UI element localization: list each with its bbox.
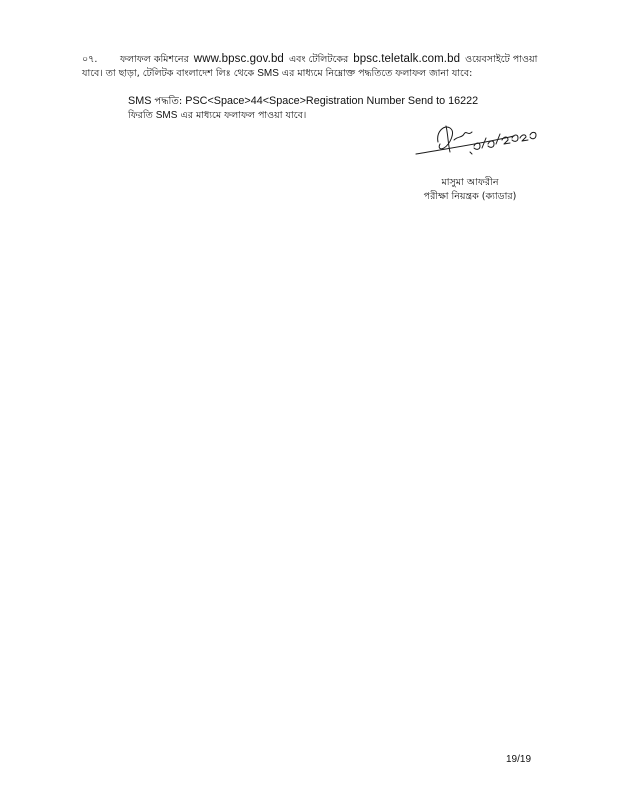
notice-item-line-2 [82,67,550,81]
teletalk-website-link[interactable]: bpsc.teletalk.com.bd [353,53,461,65]
sms-method-label: পদ্ধতি: [154,96,183,107]
item-text-part-2: এবং টেলিটকের [288,54,349,65]
signature-drawing [410,118,560,176]
item-line2-sms: SMS [257,68,279,79]
signatory-name: মাসুমা আফরীন [441,177,499,188]
notice-item-line-1 [82,52,550,67]
item-line2-text-a: যাবে। তা ছাড়া, টেলিটক বাংলাদেশ লিঃ থেকে [82,68,255,79]
bpsc-website-link[interactable]: www.bpsc.gov.bd [193,53,284,65]
signatory-block [400,176,540,203]
sms-prefix: SMS [128,95,152,107]
signatory-title: পরীক্ষা নিয়ন্ত্রক (ক্যাডার) [423,190,517,202]
sms-reply-text-b: এর মাধ্যমে ফলাফল পাওয়া যাবে। [180,110,307,121]
item-text-part-1: ফলাফল কমিশনের [120,54,189,65]
item-text-part-3: ওয়েবসাইটে পাওয়া [465,54,538,65]
item-line2-text-b: এর মাধ্যমে নিম্নোক্ত পদ্ধতিতে ফলাফল জানা যাবে: [281,68,473,79]
notice-item-07 [82,52,550,81]
item-number: ০৭. [82,54,98,65]
handwritten-signature [410,118,560,176]
sms-format-text: PSC<Space>44<Space>Registration Number Send to 16222 [185,95,479,107]
sms-reply-sms: SMS [155,110,178,121]
page-number: 19/19 [506,754,532,765]
sms-format-line [128,94,548,109]
sms-reply-text-a: ফিরতি [128,110,153,121]
